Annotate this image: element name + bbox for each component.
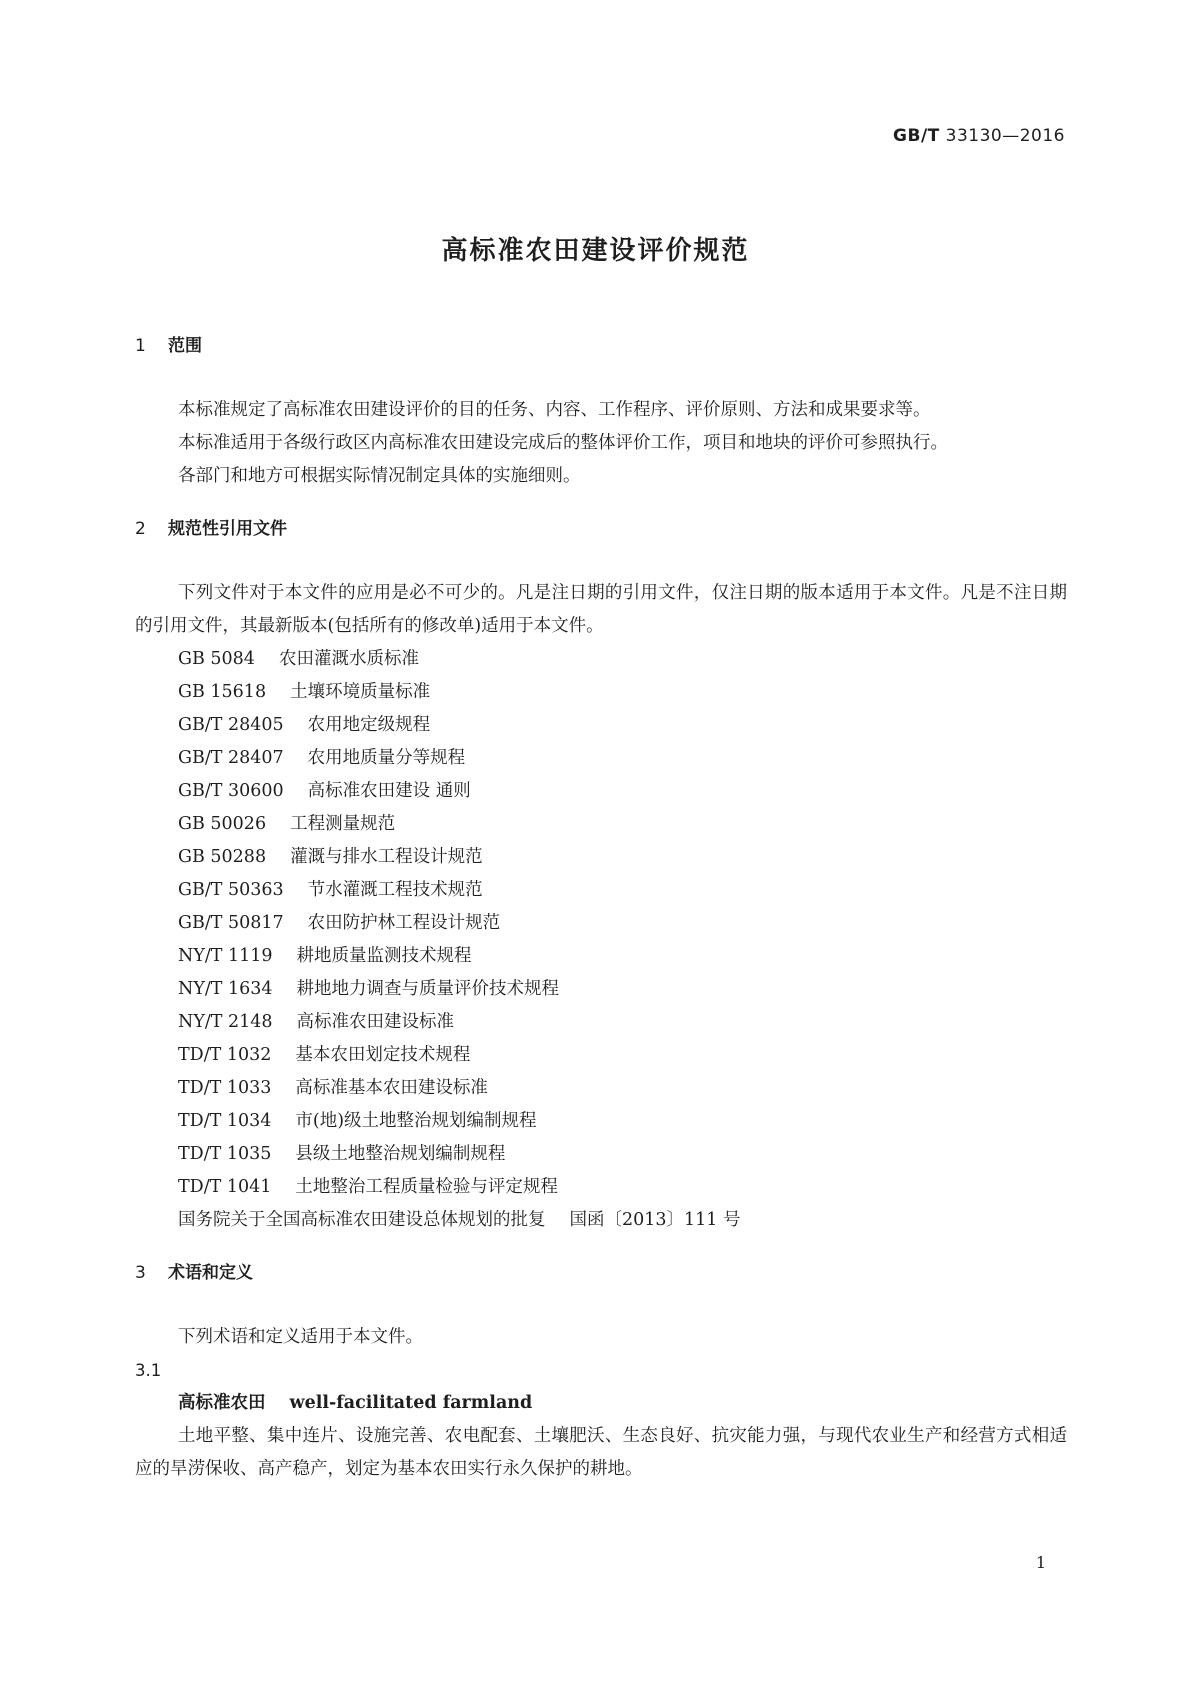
reference-code: GB 50026 [178,814,267,834]
reference-title: 县级土地整治规划编制规程 [295,1144,506,1164]
reference-title: 节水灌溉工程技术规范 [307,880,483,900]
paragraph: 下列文件对于本文件的应用是必不可少的。凡是注日期的引用文件，仅注日期的版本适用于本文件。凡是不注日期的引用文件，其最新版本(包括所有的修改单)适用于本文件。 [135,583,1067,636]
reference-code: GB/T 28405 [178,715,284,735]
reference-item [135,1204,1067,1237]
reference-title: 农用地质量分等规程 [307,748,466,768]
reference-item [135,643,1067,676]
reference-item [135,676,1067,709]
section-1-heading [135,330,1067,363]
reference-code: TD/T 1032 [178,1045,272,1065]
reference-title: 高标准基本农田建设标准 [295,1078,488,1098]
section-title: 术语和定义 [168,1263,253,1283]
reference-code: TD/T 1033 [178,1078,272,1098]
paragraph: 下列术语和定义适用于本文件。 [178,1327,423,1347]
reference-code: GB/T 50363 [178,880,284,900]
reference-item [135,1105,1067,1138]
reference-code: GB 15618 [178,682,267,702]
reference-item [135,1171,1067,1204]
paragraph: 各部门和地方可根据实际情况制定具体的实施细则。 [178,466,581,486]
section-title: 范围 [168,336,202,356]
reference-code: TD/T 1041 [178,1177,272,1197]
reference-code: TD/T 1034 [178,1111,272,1131]
reference-code: GB/T 50817 [178,913,284,933]
reference-item [135,940,1067,973]
standard-code [893,126,1065,146]
paragraph: 本标准适用于各级行政区内高标准农田建设完成后的整体评价工作，项目和地块的评价可参照执行。 [178,433,948,453]
reference-code: GB/T 30600 [178,781,284,801]
reference-title: 市(地)级土地整治规划编制规程 [295,1111,537,1131]
reference-item [135,1006,1067,1039]
term-heading [135,1387,1067,1420]
term-definition: 土地平整、集中连片、设施完善、农电配套、土壤肥沃、生态良好、抗灾能力强，与现代农业生产和经营方式相适应的旱涝保收、高产稳产，划定为基本农田实行永久保护的耕地。 [135,1426,1067,1479]
reference-item [135,1039,1067,1072]
reference-title: 耕地地力调查与质量评价技术规程 [296,979,560,999]
reference-title: 耕地质量监测技术规程 [296,946,472,966]
section-2-heading [135,513,1067,546]
reference-title: 农田灌溉水质标准 [278,649,419,669]
section-title: 规范性引用文件 [168,519,287,539]
section-number: 3 [135,1263,146,1283]
reference-title: 国函〔2013〕111 号 [569,1210,741,1230]
section-number: 2 [135,519,146,539]
term-english: well-facilitated farmland [289,1393,533,1413]
reference-title: 工程测量规范 [290,814,396,834]
section-3-heading [135,1257,1067,1290]
reference-code: NY/T 1634 [178,979,273,999]
reference-item [135,907,1067,940]
section-number: 1 [135,336,146,356]
reference-title: 农用地定级规程 [307,715,431,735]
reference-title: 高标准农田建设 通则 [307,781,471,801]
reference-item [135,775,1067,808]
reference-title: 灌溉与排水工程设计规范 [290,847,483,867]
reference-code: NY/T 2148 [178,1012,273,1032]
reference-code: NY/T 1119 [178,946,273,966]
reference-item [135,709,1067,742]
reference-code: GB 50288 [178,847,267,867]
reference-item [135,973,1067,1006]
reference-item [135,808,1067,841]
reference-title: 土壤环境质量标准 [290,682,431,702]
standard-code-number: 33130—2016 [945,126,1065,146]
reference-title: 高标准农田建设标准 [296,1012,455,1032]
paragraph: 本标准规定了高标准农田建设评价的目的任务、内容、工作程序、评价原则、方法和成果要求等。 [178,400,931,420]
document-title: 高标准农田建设评价规范 [441,236,750,266]
reference-item [135,841,1067,874]
reference-code: GB 5084 [178,649,255,669]
reference-code: 国务院关于全国高标准农田建设总体规划的批复 [178,1210,546,1230]
reference-item [135,874,1067,907]
reference-item [135,742,1067,775]
reference-code: TD/T 1035 [178,1144,272,1164]
reference-title: 土地整治工程质量检验与评定规程 [295,1177,558,1197]
reference-code: GB/T 28407 [178,748,284,768]
term-number: 3.1 [135,1361,162,1380]
reference-item [135,1138,1067,1171]
document-body [135,330,1067,1486]
standard-code-prefix: GB/T [893,126,940,146]
term-chinese: 高标准农田 [178,1393,266,1413]
reference-title: 基本农田划定技术规程 [295,1045,471,1065]
reference-title: 农田防护林工程设计规范 [307,913,501,933]
page-number: 1 [1035,1553,1046,1572]
reference-item [135,1072,1067,1105]
